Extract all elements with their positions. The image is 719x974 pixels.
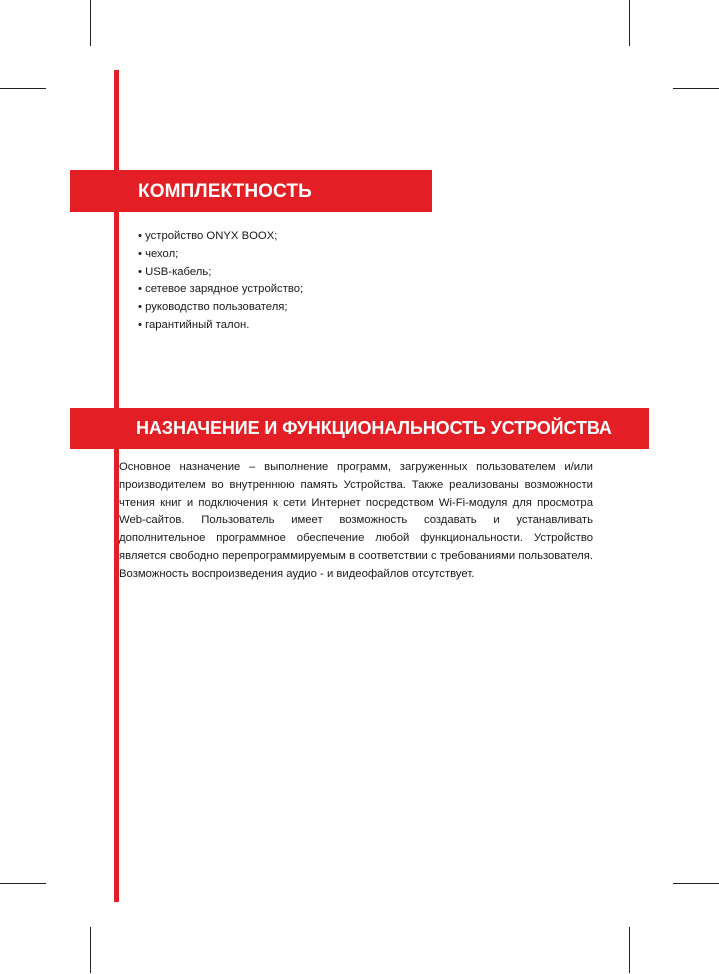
list-item: • руководство пользователя; <box>138 299 303 317</box>
crop-mark-bottom-right-vertical <box>629 927 630 973</box>
crop-mark-bottom-left-vertical <box>90 927 91 973</box>
section-banner-package-contents <box>70 170 432 212</box>
list-item: • USB-кабель; <box>138 264 303 282</box>
section-title-package-contents: КОМПЛЕКТНОСТЬ <box>138 181 312 202</box>
list-item: • устройство ONYX BOOX; <box>138 228 303 246</box>
list-item: • чехол; <box>138 246 303 264</box>
section-title-purpose: НАЗНАЧЕНИЕ И ФУНКЦИОНАЛЬНОСТЬ УСТРОЙСТВА <box>136 418 612 438</box>
section-banner-purpose <box>70 408 649 449</box>
crop-mark-top-left-vertical <box>90 0 91 46</box>
crop-mark-bottom-right-horizontal <box>673 883 719 884</box>
list-item: • сетевое зарядное устройство; <box>138 281 303 299</box>
crop-mark-top-right-horizontal <box>673 88 719 89</box>
crop-mark-top-left-horizontal <box>0 88 46 89</box>
crop-mark-bottom-left-horizontal <box>0 883 46 884</box>
purpose-paragraph: Основное назначение – выполнение программ, загруженных пользователем и/или производителем во внутреннюю память Устройства. Также реализованы возможности чтения книг и подключения к сети Интернет посредством Wi-Fi-модуля для просмотра Web-сайтов. Пользователь имеет возможность создавать и устанавливать дополнительное программное обеспечение любой функциональности. Устройство является свободно перепрограммируемым в соответствии с требованиями пользователя. Возможность воспроизведения аудио - и видеофайлов отсутствует. <box>119 461 593 580</box>
crop-mark-top-right-vertical <box>629 0 630 46</box>
package-contents-list <box>138 228 303 335</box>
list-item: • гарантийный талон. <box>138 317 303 335</box>
